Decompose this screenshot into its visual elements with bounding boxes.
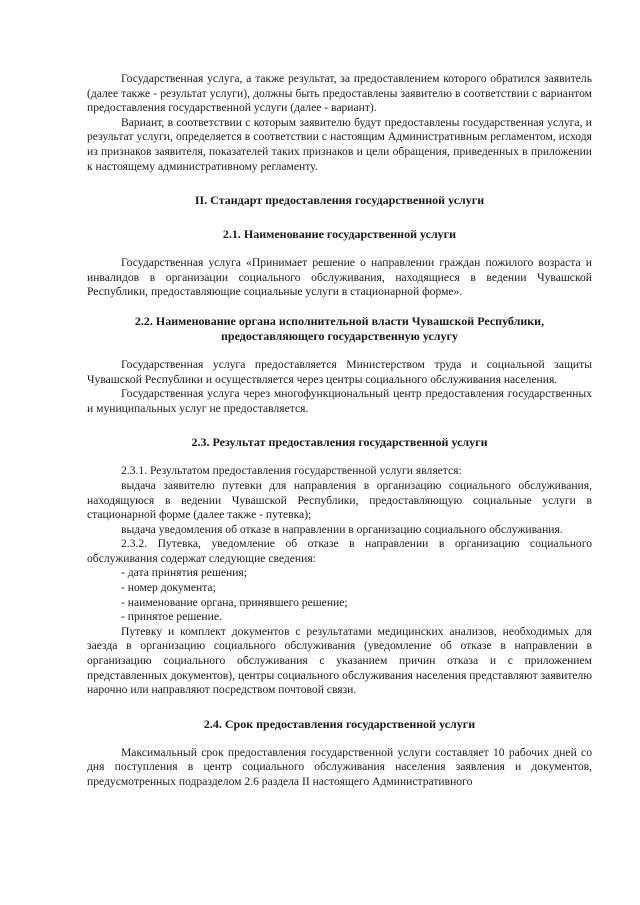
intro-paragraph-1: Государственная услуга, а также результат, за предоставлением которого обратился заявитель (далее также - результат услуги), должны быть предоставлены заявителю в соответствии с вариантом предоставления государственной услуги (далее - вариант). [87, 72, 592, 115]
subsection-2-1-heading: 2.1. Наименование государственной услуги [222, 227, 457, 242]
subsection-2-3-paragraph-3: выдача уведомления об отказе в направлении в организацию социального обслуживания. [121, 522, 563, 536]
subsection-2-4-paragraph-1: Максимальный срок предоставления государственной услуги составляет 10 рабочих дней со дня поступления в центр социального обслуживания населения заявления и документов, предусмотренных подразделом 2.6 раздела II настоящего Административного [87, 745, 592, 788]
subsection-2-4-heading: 2.4. Срок предоставления государственной услуги [203, 716, 476, 731]
subsection-2-2-heading-line-2: предоставляющего государственную услугу [221, 328, 458, 343]
list-item: - дата принятия решения; [121, 566, 247, 580]
subsection-2-2-paragraph-2: Государственная услуга через многофункциональный центр предоставления государственных и муниципальных услуг не предоставляется. [87, 387, 592, 415]
list-item: - принятое решение. [121, 610, 222, 624]
list-item: - номер документа; [121, 581, 216, 595]
subsection-2-1-text: Государственная услуга «Принимает решение о направлении граждан пожилого возраста и инвалидов в организации социального обслуживания, находящиеся в ведении Чувашской Республики, предоставляющие социальные услуги в стационарной форме». [87, 256, 592, 299]
intro-paragraph-2: Вариант, в соответствии с которым заявителю будут предоставлены государственная услуга, и результат услуги, определяется в соответствии с настоящим Административным регламентом, исходя из признаков заявителя, показателей таких признаков и цели обращения, приведенных в приложении к настоящему административному регламенту. [87, 115, 592, 173]
subsection-2-3-paragraph-4: 2.3.2. Путевка, уведомление об отказе в направлении в организацию социального обслуживания содержат следующие сведения: [87, 537, 592, 565]
subsection-2-3-heading: 2.3. Результат предоставления государственной услуги [191, 435, 488, 450]
subsection-2-3-paragraph-1: 2.3.1. Результатом предоставления государственной услуги является: [121, 464, 462, 478]
subsection-2-3-paragraph-5: Путевку и комплект документов с результатами медицинских анализов, необходимых для заезда в организацию социального обслуживания (уведомление об отказе в направлении в организацию социального обслуживания с указанием причин отказа и с приложением представленных документов), центры социального обслуживания населения представляют заявителю нарочно или направляют посредством почтовой связи. [87, 624, 592, 697]
document-page [87, 72, 592, 790]
subsection-2-3-paragraph-2: выдача заявителю путевки для направления в организацию социального обслуживания, находящуюся в ведении Чувашской Республики, предоставляющую социальные услуги в стационарной форме (далее также - путевка); [87, 478, 592, 522]
subsection-2-2-heading-line-1: 2.2. Наименование органа исполнительной власти Чувашской Республики, [134, 313, 545, 328]
subsection-2-2-paragraph-1: Государственная услуга предоставляется Министерством труда и социальной защиты Чувашской Республики и осуществляется через центры социального обслуживания населения. [87, 357, 592, 386]
section-2-heading: II. Стандарт предоставления государственной услуги [194, 193, 485, 208]
list-item: - наименование органа, принявшего решение; [121, 595, 348, 609]
